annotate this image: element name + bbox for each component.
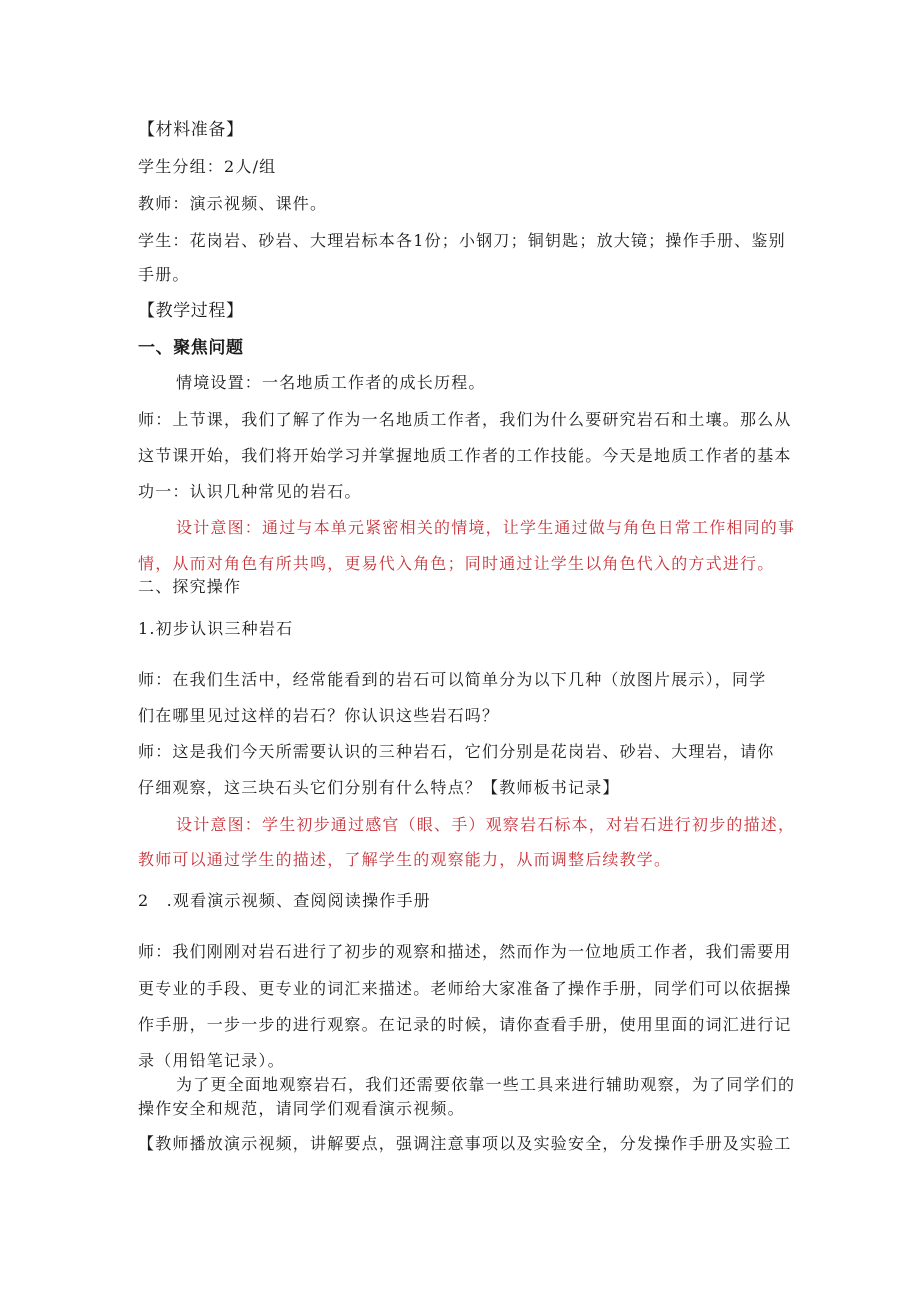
student-materials-line-1: 学生：花岗岩、砂岩、大理岩标本各1份；小钢刀；铜钥匙；放大镜；操作手册、鉴别 [138, 231, 786, 250]
teacher-materials-line: 教师：演示视频、课件。 [138, 194, 328, 213]
sub1-design-intent-line-2: 教师可以通过学生的描述，了解学生的观察能力，从而调整后续教学。 [138, 850, 672, 869]
section1-teacher-line-1: 师：上节课，我们了解了作为一名地质工作者，我们为什么要研究岩石和土壤。那么从 [138, 410, 792, 429]
sub2-teacher-line-3: 作手册，一步一步的进行观察。在记录的时候，请你查看手册，使用里面的词汇进行记 [138, 1015, 792, 1034]
sub2-action-line-1: 【教师播放演示视频，讲解要点，强调注意事项以及实验安全，分发操作手册及实验工 [138, 1134, 792, 1153]
student-materials-line-2: 手册。 [138, 265, 190, 284]
sub1-teacher-b-line-1: 师：这是我们今天所需要认识的三种岩石，它们分别是花岗岩、砂岩、大理岩，请你 [138, 742, 775, 761]
sub2-teacher-line-1: 师：我们刚刚对岩石进行了初步的观察和描述，然而作为一位地质工作者，我们需要用 [138, 942, 792, 961]
scenario-line: 情境设置：一名地质工作者的成长历程。 [176, 373, 486, 392]
sub1-title: 1.初步认识三种岩石 [138, 619, 294, 638]
sub2-teacher-line-2: 更专业的手段、更专业的词汇来描述。老师给大家准备了操作手册，同学们可以依据操 [138, 979, 792, 998]
section1-teacher-line-2: 这节课开始，我们将开始学习并掌握地质工作者的工作技能。今天是地质工作者的基本 [138, 446, 792, 465]
materials-heading: 【材料准备】 [138, 120, 244, 140]
sub2-teacher-line-4: 录（用铅笔记录）。 [138, 1051, 285, 1070]
student-groups-line: 学生分组：2人/组 [138, 157, 277, 176]
sub2-title: 2 .观看演示视频、查阅阅读操作手册 [138, 891, 431, 910]
sub1-teacher-b-line-2: 仔细观察，这三块石头它们分别有什么特点？【教师板书记录】 [138, 778, 620, 797]
sub2-paragraph-line-2: 操作安全和规范，请同学们观看演示视频。 [138, 1099, 465, 1118]
section2-heading: 二、探究操作 [138, 577, 242, 596]
section1-design-intent-line-2: 情，从而对角色有所共鸣，更易代入角色；同时通过让学生以角色代入的方式进行。 [138, 554, 775, 573]
sub1-design-intent-line-1: 设计意图：学生初步通过感官（眼、手）观察岩石标本，对岩石进行初步的描述， [176, 815, 796, 834]
sub1-teacher-a-line-2: 们在哪里见过这样的岩石？你认识这些岩石吗？ [138, 706, 500, 725]
sub2-paragraph-line-1: 为了更全面地观察岩石，我们还需要依靠一些工具来进行辅助观察，为了同学们的 [176, 1075, 796, 1094]
section1-teacher-line-3: 功一：认识几种常见的岩石。 [138, 482, 362, 501]
process-heading: 【教学过程】 [138, 301, 244, 321]
sub1-teacher-a-line-1: 师：在我们生活中，经常能看到的岩石可以简单分为以下几种（放图片展示），同学 [138, 670, 767, 689]
section1-heading: 一、聚焦问题 [138, 338, 244, 358]
section1-design-intent-line-1: 设计意图：通过与本单元紧密相关的情境，让学生通过做与角色日常工作相同的事 [176, 518, 796, 537]
